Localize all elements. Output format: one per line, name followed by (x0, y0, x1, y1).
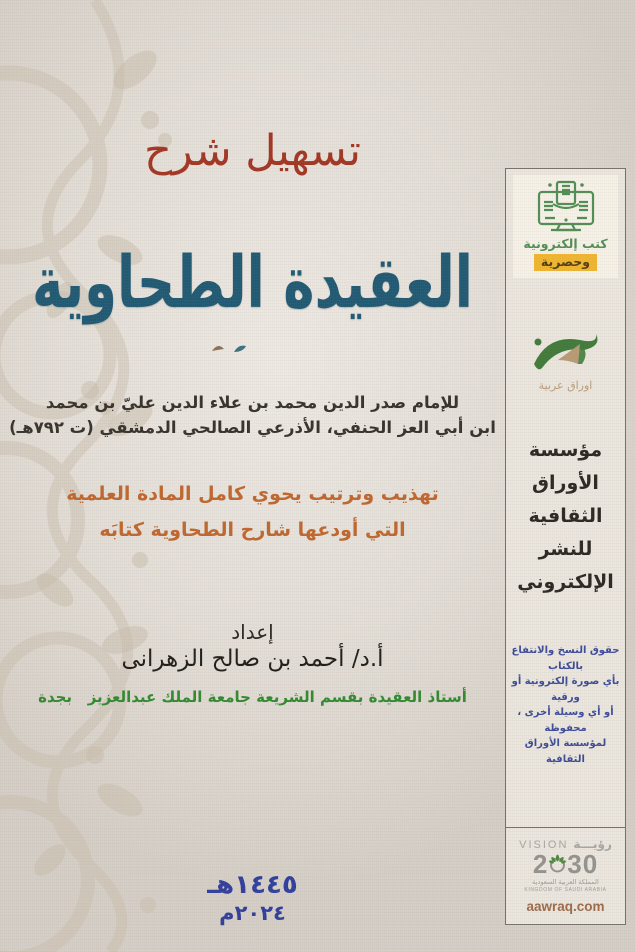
hijri-year: ١٤٤٥هـ (207, 870, 298, 900)
cover-main-title: العقيدة الطحاوية (32, 242, 473, 325)
gregorian-year: ٢٠٢٤م (219, 901, 286, 925)
vision-2030-block (506, 827, 625, 924)
copyright-line: لمؤسسة الأوراق الثقافية (524, 738, 607, 765)
copyright-line: حقوق النسخ والانتفاع بالكتاب (511, 645, 620, 672)
subtitle-line-2: التي أودعها شارح الطحاوية كتابَه (99, 519, 406, 541)
preparer-title: أستاذ العقيدة بقسم الشريعة جامعة الملك عبدالعزيز بجدة (38, 688, 467, 706)
publisher-sidebar (505, 168, 626, 925)
kingdom-name-arabic: المملكة العربية السعودية (532, 878, 599, 886)
foundation-line: الثقافية (528, 505, 603, 527)
ebooks-logo-block (513, 175, 618, 278)
awraq-logo-label: اوراق عربية (538, 379, 593, 392)
ebooks-label: كتب إلكترونية (523, 236, 608, 251)
exclusive-badge: وحصرية (534, 254, 597, 271)
foundation-name (517, 434, 614, 599)
kingdom-name-english: KINGDOM OF SAUDI ARABIA (524, 887, 607, 893)
vision-word-ar: رؤيـــة (573, 837, 612, 851)
publication-dates (0, 870, 505, 926)
vision-year-right: 30 (567, 849, 599, 879)
publisher-website: aawraq.com (526, 899, 605, 914)
author-line-1: للإمام صدر الدين محمد بن علاء الدين عليّ بن محمد (45, 393, 460, 412)
vision-word-en: VISION (519, 839, 569, 851)
subtitle-line-1: تهذيب وترتيب يحوي كامل المادة العلمية (66, 483, 439, 505)
author-line-2: ابن أبي العز الحنفي، الأذرعي الصالحي الدمشقي (ت ٧٩٢هـ) (9, 418, 496, 437)
preparer-name: أ.د/ أحمد بن صالح الزهرانى (121, 646, 384, 672)
foundation-line: الإلكتروني (517, 571, 614, 593)
copyright-line: بأي صورة إلكترونية أو ورقية (511, 676, 620, 703)
vision-year-left: 2 (532, 849, 549, 879)
awraq-logo-icon (528, 330, 604, 378)
calligrapher-signature-mark (190, 340, 270, 359)
author-block (0, 390, 505, 440)
copyright-line: أو أي وسيلة أخرى ، محفوظة (517, 707, 614, 734)
copyright-notice (506, 643, 625, 767)
prepared-by-label: إعداد (231, 620, 274, 644)
monitor-book-icon (533, 180, 599, 234)
foundation-line: للنشر (538, 538, 593, 560)
foundation-line: الأوراق (532, 472, 599, 494)
palm-emblem-icon (549, 854, 566, 874)
awraq-arabia-logo (528, 330, 604, 392)
foundation-line: مؤسسة (528, 439, 603, 461)
subtitle-block (0, 476, 505, 548)
vision-2030-year (533, 851, 598, 877)
cover-supertitle: تسهيل شرح (144, 126, 361, 176)
